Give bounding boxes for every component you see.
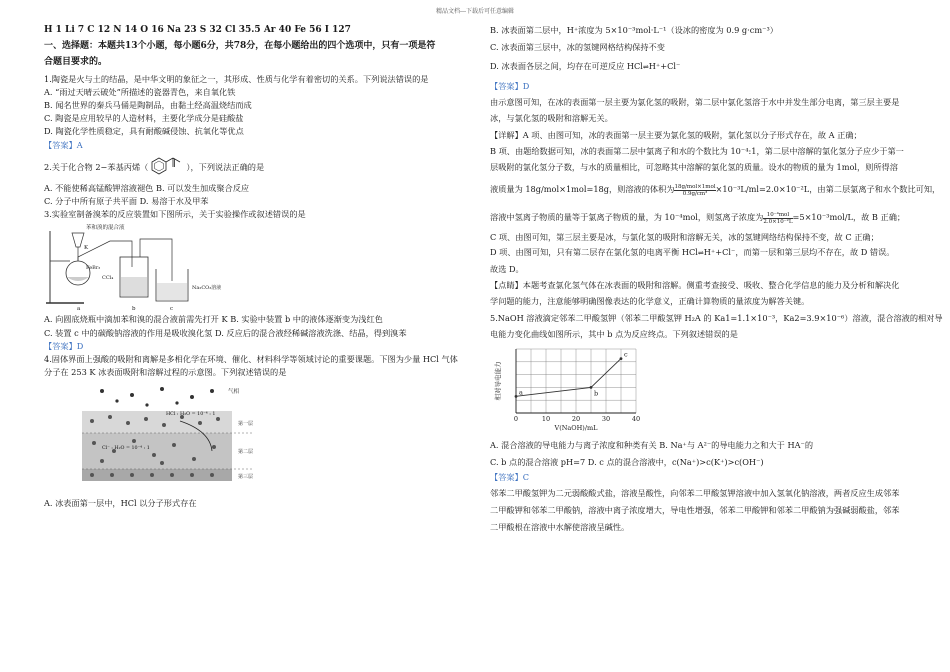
q4-option-d-pre: D. 冰表面各层之间，均存在可逆反应 HCl — [490, 61, 643, 72]
page-header: 精品文档---下载后可任意编辑 — [435, 8, 515, 15]
q4-conclusion: 故选 D。 — [490, 264, 524, 275]
q5-options-cd: C. b 点的混合溶液 pH=7 D. c 点的混合溶液中，c(Na⁺)>c(K⁺)>c(OH⁻) — [490, 457, 764, 468]
fig-label-layer2: 第二层 — [238, 449, 254, 456]
fig-label-ccl4: CCl₄ — [102, 275, 114, 282]
q2-stem — [44, 152, 470, 182]
section-title-cont: 合题目要求的。 — [44, 57, 108, 68]
q4-option-b: B. 冰表面第二层中，H⁺浓度为 5×10⁻³mol·L⁻¹（设冰的密度为 0.9 g·cm⁻³） — [490, 25, 778, 35]
equilibrium-arrow-icon: ⇌ — [642, 62, 649, 71]
x-tick-label: 0 — [513, 415, 519, 424]
detail5-post: =5×10⁻³mol/L，故 B 正确； — [792, 212, 906, 223]
q2-stem-post: ），下列说法正确的是 — [186, 161, 265, 172]
q5-explanation-2: 二甲酸钾和邻苯二甲酸钠，溶液中离子浓度增大，导电性增强，邻苯二甲酸钾和邻苯二甲酸钠为强碱弱酸盐，邻苯 — [490, 504, 900, 515]
fig-label-a: a — [77, 306, 81, 313]
data-point-b — [590, 386, 593, 389]
q2-options-cd: C. 分子中所有原子共平面 D. 易溶于水及甲苯 — [44, 196, 209, 207]
series-line — [516, 359, 621, 397]
fig-label-na2co3: Na₂CO₃溶液 — [192, 285, 222, 292]
data-point-a — [515, 395, 518, 398]
q4-stem-cont: 分子在 253 K 冰表面吸附和溶解过程的示意图。下列叙述错误的是 — [44, 367, 287, 378]
fig-label-c: c — [170, 306, 174, 313]
detail5-pre: 溶液中氢离子物质的量等于氯离子物质的量，为 10⁻⁴mol，则氢离子浓度为 — [490, 212, 764, 223]
q5-explanation-1: 邻苯二甲酸氢钾为二元弱酸酸式盐，溶液呈酸性，向邻苯二甲酸氢钾溶液中加入氢氧化钠溶液，两者反应生成邻苯 — [490, 487, 900, 498]
q1-answer: 【答案】A — [44, 139, 83, 150]
q4-ice-surface-figure — [44, 381, 284, 493]
ice-surface-diagram — [62, 381, 302, 493]
q4-detail-b4 — [490, 208, 910, 226]
q1-option-b: B. 闻名世界的秦兵马俑是陶制品，由黏土经高温烧结而成 — [44, 100, 252, 111]
q4-option-d-post: H⁺+Cl⁻ — [648, 61, 681, 72]
q1-option-c: C. 陶瓷是应用较早的人造材料，主要化学成分是硅酸盐 — [44, 113, 244, 124]
q5-stem: 5.NaOH 溶液滴定邻苯二甲酸氢钾（邻苯二甲酸氢钾 H₂A 的 Ka1=1.1×10⁻³，Ka2=3.9×10⁻⁶）溶液，混合溶液的相对导 — [490, 312, 943, 323]
q3-options-ab: A. 向圆底烧瓶中滴加苯和溴的混合液前需先打开 K B. 实验中装置 b 中的液体逐渐变为浅红色 — [44, 314, 383, 325]
q4-detail-c: C 项、由图可知，第三层主要是冰，与氯化氢的吸附和溶解无关，冰的氢键网络结构保持不变，故 C 正确； — [490, 232, 879, 243]
point-label-a: a — [519, 388, 523, 397]
q1-stem: 1.陶瓷是火与土的结晶，是中华文明的象征之一，其形成、性质与化学有着密切的关系。下列说法错误的是 — [44, 73, 429, 84]
apparatus-diagram — [44, 221, 284, 311]
q4-detail-a: 【详解】A 项、由图可知，冰的表面第一层主要为氯化氢的吸附，氯化氢以分子形式存在，故 A 正确； — [490, 129, 862, 140]
x-tick-label: 20 — [571, 415, 581, 424]
q5-conductivity-chart — [490, 343, 660, 435]
q4-point-line1: 【点睛】本题考查氯化氢气体在冰表面的吸附和溶解。侧重考查接受、吸收、整合化学信息的能力及分析和解决化 — [490, 280, 900, 291]
q4-option-a: A. 冰表面第一层中，HCl 以分子形式存在 — [44, 498, 197, 509]
q3-stem: 3.实验室制备溴苯的反应装置如下图所示，关于实验操作或叙述错误的是 — [44, 209, 306, 220]
q4-answer: 【答案】D — [490, 81, 530, 91]
detail4-pre: 液质量为 18g/mol×1mol=18g，则溶液的体积为 — [490, 184, 675, 195]
q1-option-d: D. 陶瓷化学性质稳定，具有耐酸碱侵蚀、抗氧化等优点 — [44, 126, 244, 137]
x-tick-label: 40 — [631, 415, 641, 424]
q3-options-cd: C. 装置 c 中的碳酸钠溶液的作用是吸收溴化氢 D. 反应后的混合液经稀碱溶液洗涤、结晶，得到溴苯 — [44, 327, 407, 338]
fig-label-layer1: 第一层 — [238, 421, 254, 428]
q4-stem: 4.固体界面上强酸的吸附和离解是多相化学在环境、催化、材料科学等领域讨论的重要课题。下图为少量 HCl 气体 — [44, 354, 458, 365]
q4-option-d — [490, 60, 910, 74]
equilibrium-arrow-icon-2: ⇌ — [697, 248, 704, 257]
x-axis-label: V(NaOH)/mL — [554, 424, 598, 433]
q4-point-line2: 学问题的能力，注意能够明确图像表达的化学意义，正确计算物质的量浓度为解答关键。 — [490, 296, 810, 307]
right-column — [490, 20, 943, 534]
q5-options-ab: A. 混合溶液的导电能力与离子浓度和种类有关 B. Na⁺与 A²⁻的导电能力之和大于 HA⁻的 — [490, 440, 814, 451]
conductivity-chart-svg — [490, 343, 660, 435]
left-column — [44, 20, 470, 511]
fig-label-gas: 气相 — [228, 389, 240, 396]
q4-analysis-line1: 由示意图可知，在冰的表面第一层主要为氯化氢的吸附，第二层中氯化氢溶于水中并发生部分电离，第三层主要是 — [490, 97, 900, 108]
point-label-b: b — [594, 389, 599, 398]
q5-stem-cont: 电能力变化曲线如图所示，其中 b 点为反应终点。下列叙述错误的是 — [490, 328, 738, 339]
q5-answer: 【答案】C — [490, 472, 530, 483]
fig-label-febr3: FeBr₃ — [86, 265, 101, 272]
q2-options-ab: A. 不能使稀高锰酸钾溶液褪色 B. 可以发生加成聚合反应 — [44, 182, 250, 193]
phenylpropene-structure-icon — [150, 155, 184, 181]
q3-apparatus-figure — [44, 221, 284, 311]
fig-label-mixture: 苯和溴的混合液 — [86, 225, 125, 232]
q4-detail-b2: 层吸附的氯化氢分子数，与水的质量相比，可忽略其中溶解的氯化氢的质量。设水的物质的量为 1mol，则所得溶 — [490, 162, 898, 173]
q4-detail-d — [490, 246, 910, 260]
atomic-masses: H 1 Li 7 C 12 N 14 O 16 Na 23 S 32 Cl 35.5 Ar 40 Fe 56 I 127 — [44, 25, 351, 35]
fig-label-layer3: 第三层 — [238, 474, 254, 481]
fig-label-b: b — [132, 306, 136, 313]
concentration-fraction: $\frac{\text{10⁻⁴mol}}{\text{2.0×10⁻²L}}$ — [763, 211, 793, 225]
section-title: 一、选择题：本题共13个小题，每小题6分，共78分，在每小题给出的四个选项中，只有一项是符 — [44, 41, 436, 52]
volume-fraction: $\frac{\text{18g/mol×1mol}}{\text{0.9g/cm³}}$ — [674, 183, 716, 197]
fig-label-k: K — [84, 245, 89, 252]
detail7-post: H⁺+Cl⁻，而第一层和第三层均不存在，故 D 错误。 — [703, 247, 895, 258]
q1-option-a: A. “雨过天晴云破处”所描述的瓷器青色，来自氧化铁 — [44, 86, 236, 97]
detail4-post: ×10⁻³L/ml=2.0×10⁻²L，由第二层氯离子和水个数比可知， — [715, 184, 941, 195]
y-axis-label: 相对导电能力 — [494, 361, 502, 401]
fig-label-ratio2: Cl⁻ : H₂O = 10⁻⁴ : 1 — [102, 446, 150, 452]
q3-answer: 【答案】D — [44, 340, 84, 351]
q5-explanation-3: 二甲酸根在溶液中水解使溶液呈碱性。 — [490, 522, 630, 533]
q4-detail-b3 — [490, 180, 941, 198]
q4-option-c: C. 冰表面第三层中，冰的氢键网格结构保持不变 — [490, 42, 665, 53]
q4-analysis-line2: 冰，与氯化氢的吸附和溶解无关。 — [490, 113, 613, 124]
fig-label-ratio1: HCl : H₂O = 10⁻⁴ : 1 — [166, 412, 216, 418]
point-label-c: c — [624, 350, 628, 359]
x-tick-label: 30 — [601, 415, 611, 424]
detail7-pre: D 项、由图可知，只有第二层存在氯化氢的电离平衡 HCl — [490, 247, 698, 258]
x-tick-label: 10 — [541, 415, 551, 424]
q4-detail-b1: B 项、由题给数据可知，冰的表面第二层中氯离子和水的个数比为 10⁻⁴:1，第二层中溶解的氯化氢分子应少于第一 — [490, 145, 904, 156]
data-point-c — [620, 357, 623, 360]
q2-stem-pre: 2.关于化合物 2−苯基丙烯（ — [44, 161, 149, 172]
